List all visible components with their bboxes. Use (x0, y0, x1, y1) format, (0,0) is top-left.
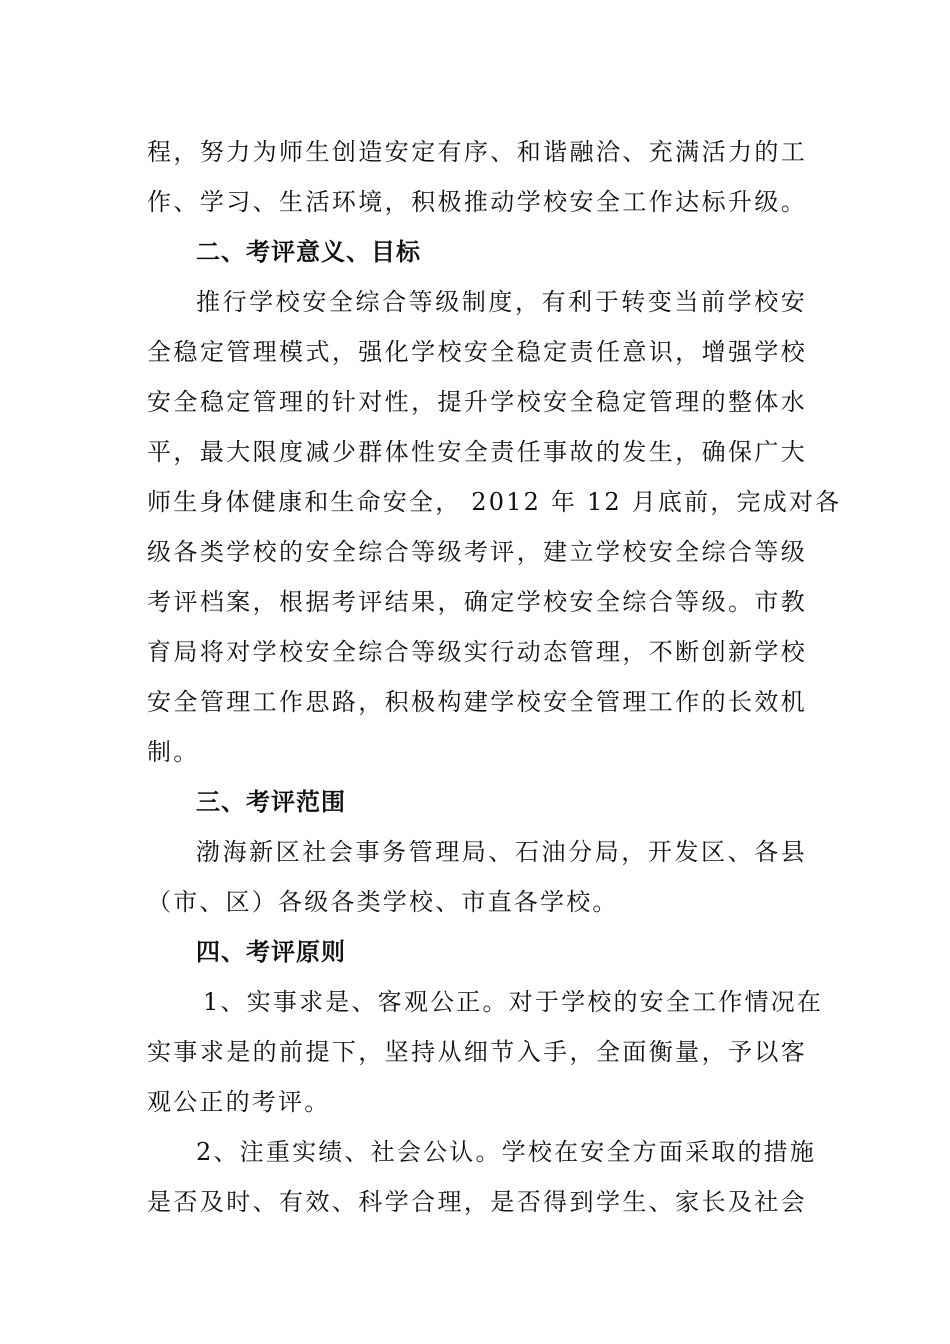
text-line: 推行学校安全综合等级制度，有利于转变当前学校安 (196, 288, 807, 316)
text-line: 制。 (147, 738, 200, 766)
text-line: （市、区）各级各类学校、市直各学校。 (147, 888, 619, 916)
text-line: 平，最大限度减少群体性安全责任事故的发生，确保广大 (147, 438, 807, 466)
text-line: 观公正的考评。 (147, 1088, 331, 1116)
text-line: 考评档案，根据考评结果，确定学校安全综合等级。市教 (147, 588, 807, 616)
text-line: 是否及时、有效、科学合理，是否得到学生、家长及社会 (147, 1188, 807, 1216)
text-line: 1、实事求是、客观公正。对于学校的安全工作情况在 (203, 988, 824, 1016)
section-heading: 四、考评原则 (196, 937, 346, 966)
section-heading: 三、考评范围 (196, 787, 346, 816)
text-line: 全稳定管理模式，强化学校安全稳定责任意识，增强学校 (147, 338, 807, 366)
text-line: 师生身体健康和生命安全， 2012 年 12 月底前，完成对各 (147, 488, 842, 516)
text-line: 渤海新区社会事务管理局、石油分局，开发区、各县 (196, 838, 807, 866)
text-line: 安全稳定管理的针对性，提升学校安全稳定管理的整体水 (147, 388, 807, 416)
section-heading: 二、考评意义、目标 (196, 237, 421, 266)
text-line: 育局将对学校安全综合等级实行动态管理，不断创新学校 (147, 638, 807, 666)
text-line: 级各类学校的安全综合等级考评，建立学校安全综合等级 (147, 538, 807, 566)
text-line: 实事求是的前提下，坚持从细节入手，全面衡量，予以客 (147, 1038, 807, 1066)
text-line: 2、注重实绩、社会公认。学校在安全方面采取的措施 (196, 1138, 817, 1166)
text-line: 安全管理工作思路，积极构建学校安全管理工作的长效机 (147, 688, 807, 716)
text-line: 作、学习、生活环境，积极推动学校安全工作达标升级。 (147, 188, 807, 216)
text-line: 程，努力为师生创造安定有序、和谐融洽、充满活力的工 (147, 138, 807, 166)
